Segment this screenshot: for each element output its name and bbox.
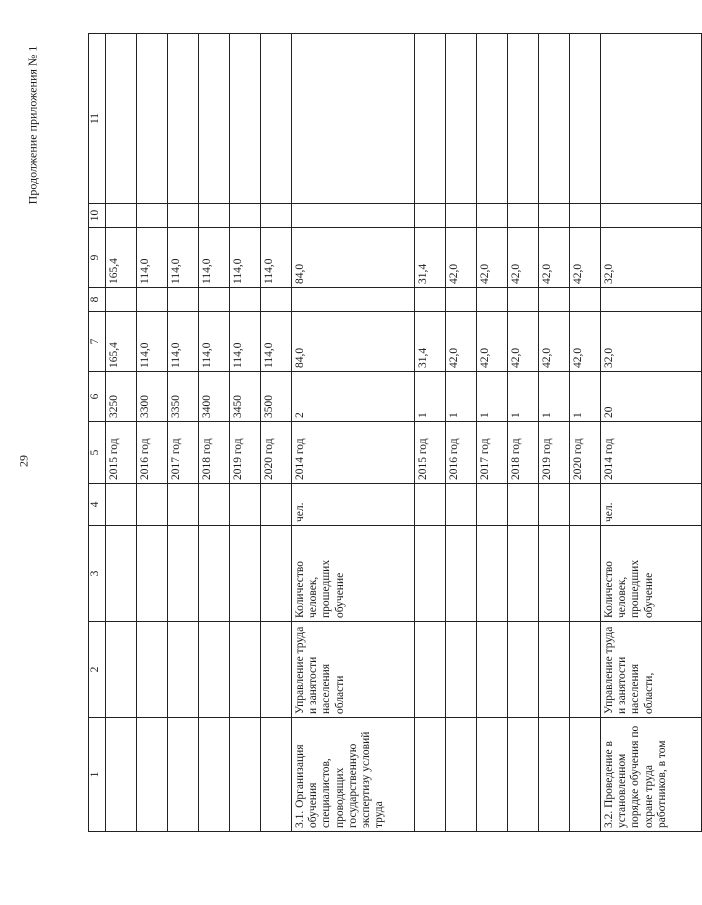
column-header: 1 bbox=[89, 718, 106, 832]
table-cell-col-8 bbox=[137, 288, 168, 312]
table-cell-col-7: 42,0 bbox=[570, 312, 601, 372]
table-row bbox=[508, 34, 539, 832]
table-cell-col-11 bbox=[446, 34, 477, 204]
column-header: 11 bbox=[89, 34, 106, 204]
table-cell-col-10 bbox=[292, 204, 415, 228]
table-cell-col-4 bbox=[508, 484, 539, 526]
table-cell-col-6: 1 bbox=[539, 372, 570, 422]
table-cell-col-7: 32,0 bbox=[601, 312, 702, 372]
table-cell-col-2 bbox=[415, 622, 446, 718]
table-cell-col-7: 114,0 bbox=[199, 312, 230, 372]
table-cell-col-8 bbox=[292, 288, 415, 312]
table-cell-col-7: 114,0 bbox=[230, 312, 261, 372]
column-header: 10 bbox=[89, 204, 106, 228]
table-cell-col-1: 3.2. Проведение в установленном порядке обучения по охране труда работников, в том bbox=[601, 718, 702, 832]
table-cell-col-2: Управление труда и занятости населения области bbox=[292, 622, 415, 718]
table-cell-col-10 bbox=[106, 204, 137, 228]
table-cell-col-3 bbox=[570, 526, 601, 622]
table-cell-col-7: 114,0 bbox=[137, 312, 168, 372]
appendix-continuation-note: Продолжение приложения № 1 bbox=[25, 45, 40, 205]
table-cell-col-2 bbox=[106, 622, 137, 718]
table-cell-col-4 bbox=[230, 484, 261, 526]
table-cell-col-3: Количество человек, прошедших обучение bbox=[601, 526, 702, 622]
table-cell-col-3 bbox=[261, 526, 292, 622]
table-cell-col-4 bbox=[168, 484, 199, 526]
table-cell-col-2 bbox=[508, 622, 539, 718]
table-cell-col-11 bbox=[570, 34, 601, 204]
table-cell-col-1 bbox=[539, 718, 570, 832]
table-cell-col-9: 42,0 bbox=[446, 228, 477, 288]
table-row bbox=[230, 34, 261, 832]
table-cell-col-2 bbox=[199, 622, 230, 718]
table-cell-col-9: 114,0 bbox=[137, 228, 168, 288]
table-cell-col-5: 2015 год bbox=[106, 422, 137, 484]
table-cell-col-5: 2019 год bbox=[230, 422, 261, 484]
table-cell-col-4: чел. bbox=[601, 484, 702, 526]
table-row bbox=[137, 34, 168, 832]
table-cell-col-1: 3.1. Организация обучения специалистов, проводящих государственную экспертизу условий труда bbox=[292, 718, 415, 832]
table-cell-col-5: 2014 год bbox=[292, 422, 415, 484]
table-cell-col-4 bbox=[415, 484, 446, 526]
table-cell-col-11 bbox=[137, 34, 168, 204]
column-header: 4 bbox=[89, 484, 106, 526]
table-cell-col-3 bbox=[508, 526, 539, 622]
table-cell-col-6: 20 bbox=[601, 372, 702, 422]
table-cell-col-9: 84,0 bbox=[292, 228, 415, 288]
table-cell-col-2 bbox=[230, 622, 261, 718]
table-cell-col-9: 32,0 bbox=[601, 228, 702, 288]
table-cell-col-5: 2018 год bbox=[508, 422, 539, 484]
table-cell-col-6: 1 bbox=[415, 372, 446, 422]
table-cell-col-10 bbox=[570, 204, 601, 228]
table-cell-col-10 bbox=[168, 204, 199, 228]
table-cell-col-1 bbox=[415, 718, 446, 832]
table-row bbox=[106, 34, 137, 832]
table-cell-col-7: 114,0 bbox=[168, 312, 199, 372]
table-cell-col-10 bbox=[199, 204, 230, 228]
table-cell-col-11 bbox=[199, 34, 230, 204]
column-header: 2 bbox=[89, 622, 106, 718]
table-cell-col-3 bbox=[106, 526, 137, 622]
table-cell-col-7: 114,0 bbox=[261, 312, 292, 372]
table-cell-col-8 bbox=[570, 288, 601, 312]
table-cell-col-6: 3500 bbox=[261, 372, 292, 422]
table-cell-col-10 bbox=[508, 204, 539, 228]
table-cell-col-9: 114,0 bbox=[199, 228, 230, 288]
table-cell-col-3 bbox=[168, 526, 199, 622]
table-cell-col-5: 2017 год bbox=[477, 422, 508, 484]
table-cell-col-4 bbox=[261, 484, 292, 526]
table-cell-col-1 bbox=[137, 718, 168, 832]
table-cell-col-11 bbox=[508, 34, 539, 204]
table-cell-col-11 bbox=[539, 34, 570, 204]
column-header: 3 bbox=[89, 526, 106, 622]
column-header: 5 bbox=[89, 422, 106, 484]
table-cell-col-9: 114,0 bbox=[230, 228, 261, 288]
table-cell-col-6: 3350 bbox=[168, 372, 199, 422]
table-cell-col-2 bbox=[477, 622, 508, 718]
table-cell-col-7: 42,0 bbox=[477, 312, 508, 372]
column-header: 9 bbox=[89, 228, 106, 288]
table-cell-col-7: 165,4 bbox=[106, 312, 137, 372]
table-cell-col-5: 2016 год bbox=[137, 422, 168, 484]
table-cell-col-11 bbox=[477, 34, 508, 204]
table-cell-col-5: 2017 год bbox=[168, 422, 199, 484]
table-cell-col-11 bbox=[230, 34, 261, 204]
table-cell-col-2 bbox=[261, 622, 292, 718]
table-cell-col-11 bbox=[415, 34, 446, 204]
table-cell-col-1 bbox=[446, 718, 477, 832]
table-cell-col-5: 2018 год bbox=[199, 422, 230, 484]
table-row bbox=[292, 34, 415, 832]
column-header: 6 bbox=[89, 372, 106, 422]
table-cell-col-3 bbox=[137, 526, 168, 622]
table-cell-col-5: 2020 год bbox=[261, 422, 292, 484]
table-row bbox=[415, 34, 446, 832]
table-cell-col-10 bbox=[477, 204, 508, 228]
table-cell-col-10 bbox=[601, 204, 702, 228]
table-cell-col-6: 1 bbox=[477, 372, 508, 422]
table-cell-col-4 bbox=[539, 484, 570, 526]
table-cell-col-11 bbox=[292, 34, 415, 204]
table-cell-col-9: 31,4 bbox=[415, 228, 446, 288]
table-cell-col-8 bbox=[106, 288, 137, 312]
table-cell-col-9: 165,4 bbox=[106, 228, 137, 288]
table-cell-col-7: 42,0 bbox=[446, 312, 477, 372]
table-cell-col-7: 84,0 bbox=[292, 312, 415, 372]
table-cell-col-4 bbox=[570, 484, 601, 526]
table-cell-col-8 bbox=[477, 288, 508, 312]
table-cell-col-9: 114,0 bbox=[261, 228, 292, 288]
table-cell-col-3 bbox=[230, 526, 261, 622]
table-cell-col-8 bbox=[539, 288, 570, 312]
table-cell-col-3 bbox=[477, 526, 508, 622]
program-table bbox=[88, 33, 702, 832]
table-cell-col-5: 2016 год bbox=[446, 422, 477, 484]
table-cell-col-8 bbox=[261, 288, 292, 312]
table-cell-col-8 bbox=[446, 288, 477, 312]
column-header: 7 bbox=[89, 312, 106, 372]
page-number: 29 bbox=[16, 455, 31, 467]
table-cell-col-6: 3300 bbox=[137, 372, 168, 422]
table-cell-col-10 bbox=[446, 204, 477, 228]
table-row bbox=[261, 34, 292, 832]
table-cell-col-4 bbox=[106, 484, 137, 526]
table-cell-col-5: 2019 год bbox=[539, 422, 570, 484]
table-row bbox=[168, 34, 199, 832]
column-header: 8 bbox=[89, 288, 106, 312]
column-number-row bbox=[89, 34, 106, 832]
table-cell-col-8 bbox=[601, 288, 702, 312]
table-cell-col-10 bbox=[415, 204, 446, 228]
table-cell-col-6: 3400 bbox=[199, 372, 230, 422]
table-cell-col-8 bbox=[415, 288, 446, 312]
table-cell-col-9: 42,0 bbox=[570, 228, 601, 288]
table-row bbox=[199, 34, 230, 832]
table-cell-col-8 bbox=[508, 288, 539, 312]
table-cell-col-9: 42,0 bbox=[477, 228, 508, 288]
table-cell-col-4 bbox=[199, 484, 230, 526]
table-cell-col-10 bbox=[230, 204, 261, 228]
table-cell-col-10 bbox=[539, 204, 570, 228]
table-cell-col-8 bbox=[199, 288, 230, 312]
table-cell-col-9: 42,0 bbox=[508, 228, 539, 288]
table-cell-col-2 bbox=[446, 622, 477, 718]
table-cell-col-4 bbox=[137, 484, 168, 526]
table-cell-col-1 bbox=[106, 718, 137, 832]
table-cell-col-1 bbox=[508, 718, 539, 832]
table-cell-col-10 bbox=[137, 204, 168, 228]
table-cell-col-3 bbox=[199, 526, 230, 622]
table-cell-col-6: 1 bbox=[570, 372, 601, 422]
table-cell-col-11 bbox=[106, 34, 137, 204]
table-cell-col-6: 1 bbox=[446, 372, 477, 422]
table-cell-col-7: 31,4 bbox=[415, 312, 446, 372]
table-cell-col-7: 42,0 bbox=[539, 312, 570, 372]
table-cell-col-1 bbox=[230, 718, 261, 832]
table-cell-col-3 bbox=[415, 526, 446, 622]
table-cell-col-1 bbox=[168, 718, 199, 832]
table-cell-col-2 bbox=[539, 622, 570, 718]
table-cell-col-2: Управление труда и занятости населения области, bbox=[601, 622, 702, 718]
table-row bbox=[477, 34, 508, 832]
table-cell-col-1 bbox=[199, 718, 230, 832]
table-cell-col-5: 2015 год bbox=[415, 422, 446, 484]
table-cell-col-11 bbox=[261, 34, 292, 204]
table-cell-col-6: 3250 bbox=[106, 372, 137, 422]
rotated-table-container bbox=[88, 34, 668, 832]
table-cell-col-6: 2 bbox=[292, 372, 415, 422]
table-cell-col-3 bbox=[539, 526, 570, 622]
table-cell-col-4 bbox=[446, 484, 477, 526]
table-cell-col-5: 2014 год bbox=[601, 422, 702, 484]
table-cell-col-10 bbox=[261, 204, 292, 228]
table-cell-col-6: 3450 bbox=[230, 372, 261, 422]
table-cell-col-2 bbox=[137, 622, 168, 718]
table-cell-col-5: 2020 год bbox=[570, 422, 601, 484]
table-cell-col-1 bbox=[570, 718, 601, 832]
table-cell-col-11 bbox=[168, 34, 199, 204]
table-row bbox=[570, 34, 601, 832]
table-cell-col-8 bbox=[168, 288, 199, 312]
table-cell-col-11 bbox=[601, 34, 702, 204]
table-row bbox=[446, 34, 477, 832]
table-cell-col-4: чел. bbox=[292, 484, 415, 526]
table-cell-col-4 bbox=[477, 484, 508, 526]
table-cell-col-7: 42,0 bbox=[508, 312, 539, 372]
table-cell-col-2 bbox=[168, 622, 199, 718]
table-cell-col-3 bbox=[446, 526, 477, 622]
table-cell-col-3: Количество человек, прошедших обучение bbox=[292, 526, 415, 622]
table-cell-col-6: 1 bbox=[508, 372, 539, 422]
table-cell-col-2 bbox=[570, 622, 601, 718]
table-cell-col-9: 114,0 bbox=[168, 228, 199, 288]
table-cell-col-1 bbox=[261, 718, 292, 832]
table-cell-col-8 bbox=[230, 288, 261, 312]
table-cell-col-9: 42,0 bbox=[539, 228, 570, 288]
table-cell-col-1 bbox=[477, 718, 508, 832]
table-row bbox=[539, 34, 570, 832]
table-row bbox=[601, 34, 702, 832]
